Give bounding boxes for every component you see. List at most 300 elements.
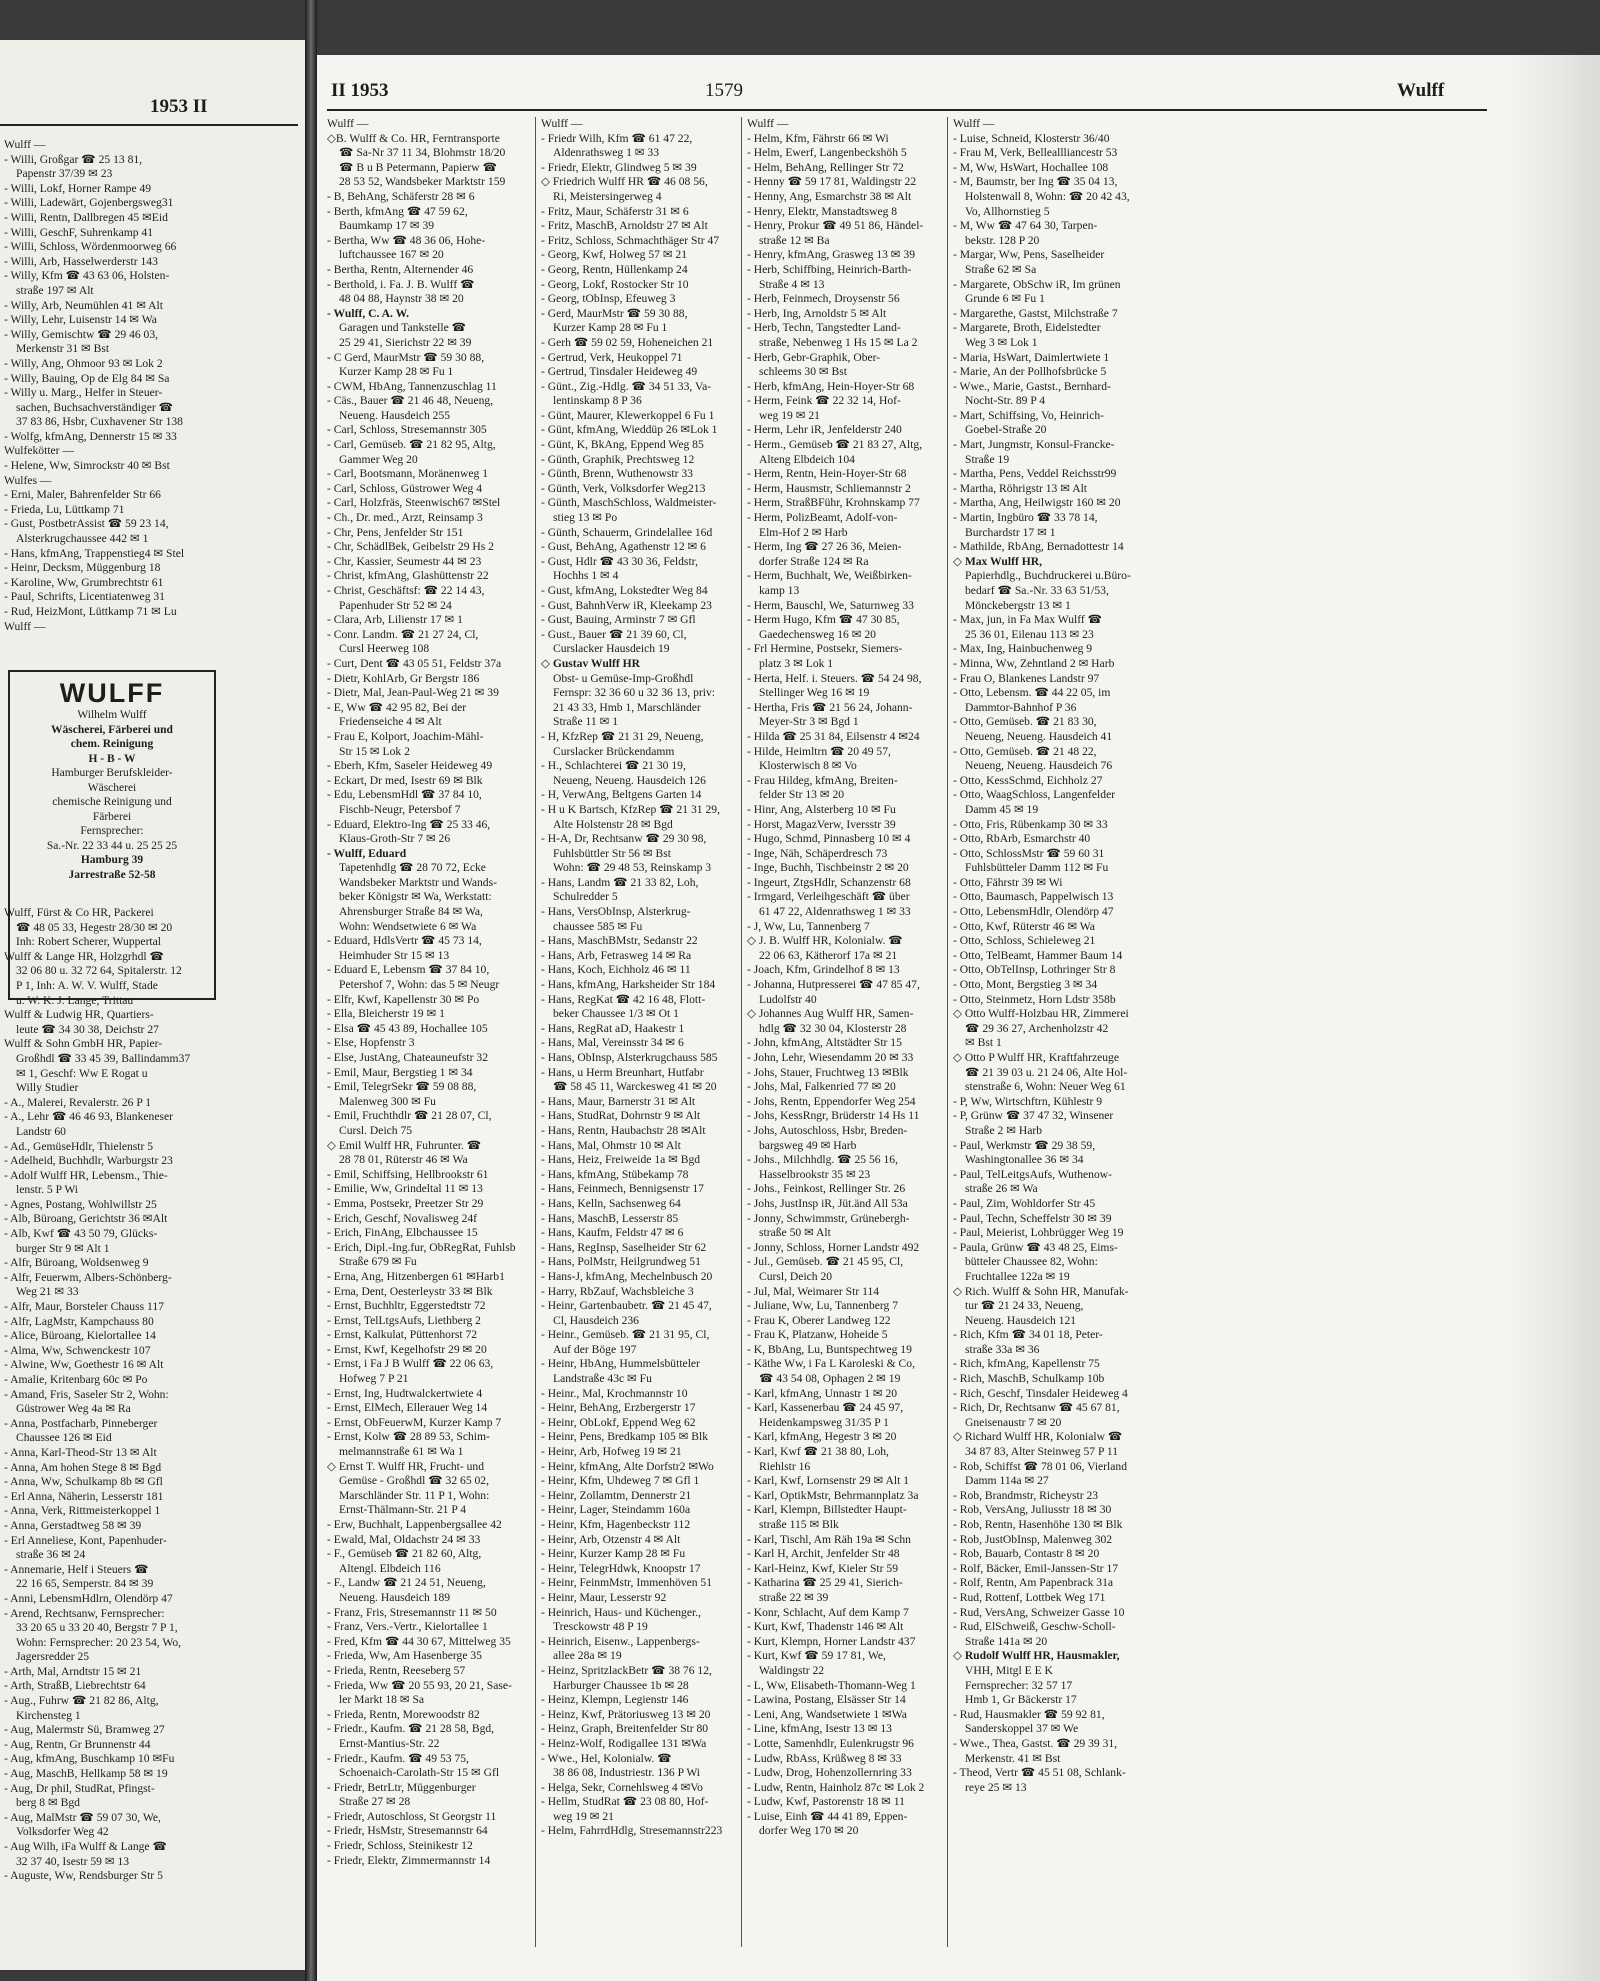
directory-entry: 25 36 01, Eilenau 113 ✉ 23: [965, 627, 1094, 641]
column-divider: [741, 117, 742, 1947]
directory-entry: - Adolf Wulff HR, Lebensm., Thie-: [4, 1168, 168, 1182]
directory-entry: - Erl Anna, Näherin, Lesserstr 181: [4, 1489, 164, 1503]
directory-entry: - Helene, Ww, Simrockstr 40 ✉ Bst: [4, 459, 170, 473]
directory-entry: - Paula, Grünw ☎ 43 48 25, Eims-: [953, 1240, 1118, 1254]
directory-entry: - Johanna, Hutpresserei ☎ 47 85 47,: [747, 978, 920, 992]
directory-entry: 32 37 40, Isestr 59 ✉ 13: [16, 1854, 130, 1868]
directory-entry: Merkenstr. 41 ✉ Bst: [965, 1751, 1061, 1765]
directory-entry: - Heinz-Wolf, Rodigallee 131 ✉Wa: [541, 1736, 707, 1750]
directory-entry: Hmb 1, Gr Bäckerstr 17: [965, 1693, 1077, 1707]
directory-entry: Wulff & Sohn GmbH HR, Papier-: [4, 1037, 163, 1051]
directory-entry: - Alfr, Feuerwm, Albers-Schönberg-: [4, 1270, 172, 1284]
directory-entry: ◇ Rudolf Wulff HR, Hausmakler,: [953, 1649, 1120, 1663]
directory-entry: - Eckart, Dr med, Isestr 69 ✉ Blk: [327, 773, 483, 787]
directory-entry: - Emil, TelegrSekr ☎ 59 08 88,: [327, 1080, 477, 1094]
directory-entry: - Anna, Postfacharb, Pinneberger: [4, 1416, 158, 1430]
directory-entry: - Mathilde, RbAng, Bernadottestr 14: [953, 540, 1124, 554]
right-page-header-left: II 1953: [331, 80, 389, 101]
directory-entry: - Eduard, Elektro-Ing ☎ 25 33 46,: [327, 817, 491, 831]
directory-entry: Alsterkrugchaussee 442 ✉ 1: [16, 532, 149, 546]
directory-entry: Hochhs 1 ✉ 4: [553, 569, 619, 583]
directory-entry: - Alb, Büroang, Gerichtstr 36 ✉Alt: [4, 1212, 168, 1226]
directory-entry: Dammtor-Bahnhof P 36: [965, 700, 1077, 714]
directory-entry: - Bertha, Ww ☎ 48 36 06, Hohe-: [327, 233, 486, 247]
directory-entry: - Heinr, Pens, Bredkamp 105 ✉ Blk: [541, 1430, 709, 1444]
directory-entry: bekstr. 128 P 20: [965, 233, 1040, 247]
directory-entry: - Hans, u Herm Breunhart, Hutfabr: [541, 1065, 704, 1079]
directory-entry: - Elfr, Kwf, Kapellenstr 30 ✉ Po: [327, 992, 480, 1006]
directory-entry: - Theod, Vertr ☎ 45 51 08, Schlank-: [953, 1766, 1126, 1780]
directory-entry: - Max, Ing, Hainbuchenweg 9: [953, 642, 1093, 656]
directory-entry: - Hans, Rentn, Haubachstr 28 ✉Alt: [541, 1123, 706, 1137]
directory-entry: - Johs, Stauer, Fruchtweg 13 ✉Blk: [747, 1065, 909, 1079]
directory-entry: - Karl, kfmAng, Hegestr 3 ✉ 20: [747, 1430, 897, 1444]
directory-entry: u. W. K. J. Lange, Trittau: [16, 993, 134, 1007]
directory-entry: - Emil, Maur, Bergstieg 1 ✉ 34: [327, 1065, 473, 1079]
directory-entry: - F., Gemüseb ☎ 21 82 60, Altg,: [327, 1547, 482, 1561]
directory-entry: - Frau K, Platzanw, Hoheide 5: [747, 1328, 888, 1342]
ad-street: Jarrestraße 52-58: [68, 868, 156, 881]
directory-entry: - Ernst, Kwf, Kegelhofstr 29 ✉ 20: [327, 1342, 487, 1356]
directory-entry: Klosterwisch 8 ✉ Vo: [759, 759, 857, 773]
directory-entry: - Margarethe, Gastst, Milchstraße 7: [953, 306, 1118, 320]
directory-entry: - Rob, JustObInsp, Malenweg 302: [953, 1532, 1113, 1546]
directory-entry: - Else, Hopfenstr 3: [327, 1036, 415, 1050]
directory-entry: - Inge, Buchh, Tischbeinstr 2 ✉ 20: [747, 861, 909, 875]
directory-entry: P 1, Inh: A. W. V. Wulff, Stade: [16, 978, 158, 992]
directory-entry: - Günth, Graphik, Prechtsweg 12: [541, 452, 695, 466]
directory-entry: ◇B. Wulff & Co. HR, Ferntransporte: [327, 131, 500, 145]
directory-entry: Wulff, Fürst & Co HR, Packerei: [4, 906, 154, 919]
directory-entry: - Otto, LebensmHdlr, Olendörp 47: [953, 905, 1114, 919]
directory-entry: - Otto, Gemüseb. ☎ 21 48 22,: [953, 744, 1097, 758]
page-number: 1579: [705, 80, 743, 101]
directory-entry: - A., Lehr ☎ 46 46 93, Blankeneser: [4, 1110, 173, 1124]
directory-entry: - Gust, kfmAng, Lokstedter Weg 84: [541, 584, 708, 597]
directory-entry: Wohn: Wendsetwiete 6 ✉ Wa: [339, 919, 477, 933]
directory-entry: - Heinr, HbAng, Hummelsbütteler: [541, 1357, 700, 1371]
directory-entry: - Ernst, ObFeuerwM, Kurzer Kamp 7: [327, 1415, 502, 1429]
directory-entry: - Hans, RegInsp, Saselheider Str 62: [541, 1240, 707, 1254]
left-column-lower: [4, 906, 300, 1884]
directory-entry: Willy Studier: [16, 1081, 79, 1095]
directory-entry: - Martha, Pens, Veddel Reichsstr99: [953, 467, 1117, 481]
directory-entry: 22 16 65, Semperstr. 84 ✉ 39: [16, 1577, 154, 1591]
directory-entry: ☎ 21 39 03 u. 21 24 06, Alte Hol-: [965, 1065, 1128, 1079]
directory-entry: - Johs, Autoschloss, Hsbr, Breden-: [747, 1123, 908, 1137]
directory-entry: - Helm, BehAng, Rellinger Str 72: [747, 160, 904, 174]
directory-entry: ◇ Rich. Wulff & Sohn HR, Manufak-: [953, 1284, 1129, 1298]
directory-entry: ☎ B u B Petermann, Papierw ☎: [339, 160, 498, 174]
directory-entry: Heidenkampsweg 31/35 P 1: [759, 1415, 889, 1429]
column-3: [747, 117, 945, 1839]
directory-entry: - Konr, Schlacht, Auf dem Kamp 7: [747, 1605, 909, 1619]
directory-entry: - Erich, Geschf, Novalisweg 24f: [327, 1211, 478, 1225]
directory-entry: - Herb, Techn, Tangstedter Land-: [747, 321, 901, 335]
directory-entry: - Jonny, Schloss, Horner Landstr 492: [747, 1240, 920, 1254]
directory-entry: leute ☎ 34 30 38, Deichstr 27: [16, 1022, 159, 1036]
directory-entry: - Otto, Fris, Rübenkamp 30 ✉ 33: [953, 817, 1108, 831]
directory-entry: - Chr, SchädlBek, Geibelstr 29 Hs 2: [327, 540, 494, 554]
directory-entry: - Otto, WaagSchloss, Langenfelder: [953, 788, 1116, 802]
directory-entry: - Dietr, KohlArb, Gr Bergstr 186: [327, 671, 480, 685]
directory-entry: - Karl, Klempn, Billstedter Haupt-: [747, 1503, 907, 1517]
directory-entry: Stellinger Weg 16 ✉ 19: [759, 686, 870, 700]
directory-entry: - Frau K, Oberer Landweg 122: [747, 1313, 891, 1327]
directory-entry: - Chr, Pens, Jenfelder Str 151: [327, 525, 464, 539]
directory-entry: Neueng, Neueng. Hausdeich 126: [553, 773, 706, 787]
directory-entry: Marschländer Str. 11 P 1, Wohn:: [339, 1488, 490, 1502]
directory-entry: ◇ Ernst T. Wulff HR, Frucht- und: [327, 1459, 485, 1473]
directory-entry: - Martin, Ingbüro ☎ 33 78 14,: [953, 511, 1098, 525]
directory-entry: Kurzer Kamp 28 ✉ Fu 1: [553, 321, 668, 335]
directory-entry: - Aug, MaschB, Hellkamp 58 ✉ 19: [4, 1767, 168, 1781]
column-1: [327, 117, 533, 1868]
directory-entry: Hofweg 7 P 21: [339, 1372, 409, 1386]
directory-entry: - C Gerd, MaurMstr ☎ 59 30 88,: [327, 350, 485, 364]
directory-entry: - Wwe., Hel, Kolonialw. ☎: [541, 1751, 672, 1765]
directory-entry: - Lawina, Postang, Elsässer Str 14: [747, 1693, 906, 1707]
directory-entry: ✉ 1, Geschf: Ww E Rogat u: [16, 1066, 148, 1080]
directory-entry: - Karoline, Ww, Grumbrechtstr 61: [4, 575, 164, 589]
ad-line5: Wäscherei: [87, 781, 137, 794]
directory-entry: - H, KfzRep ☎ 21 31 29, Neueng,: [541, 729, 704, 743]
directory-entry: - Heinr., Gemüseb. ☎ 21 31 95, Cl,: [541, 1328, 710, 1342]
directory-entry: - Ingeurt, ZtgsHdlr, Schanzenstr 68: [747, 875, 911, 889]
directory-entry: - Rud, Rottenf, Lottbek Weg 171: [953, 1590, 1106, 1604]
directory-entry: platz 3 ✉ Lok 1: [759, 656, 834, 670]
directory-entry: Neueng. Hausdeich 121: [965, 1313, 1077, 1327]
directory-entry: reye 25 ✉ 13: [965, 1780, 1027, 1794]
directory-entry: Burchardstr 17 ✉ 1: [965, 525, 1056, 539]
directory-entry: Schulredder 5: [553, 890, 618, 904]
directory-entry: - Horst, MagazVerw, Iversstr 39: [747, 817, 896, 831]
directory-entry: - Rud, Hausmakler ☎ 59 92 81,: [953, 1707, 1105, 1721]
directory-entry: - Hilde, Heimltrn ☎ 20 49 57,: [747, 744, 891, 758]
directory-entry: sachen, Buchsachverständiger ☎: [16, 400, 174, 414]
directory-entry: - Herm, Ing ☎ 27 26 36, Meien-: [747, 540, 902, 554]
directory-entry: Harburger Chaussee 1b ✉ 28: [553, 1678, 689, 1692]
directory-entry: - Henny, Ang, Esmarchstr 38 ✉ Alt: [747, 189, 912, 203]
directory-entry: - Frieda, Lu, Lüttkamp 71: [4, 502, 125, 516]
directory-entry: Alteng Elbdeich 104: [759, 452, 855, 466]
directory-entry: Wulff —: [4, 138, 46, 151]
directory-entry: - Paul, Werkmstr ☎ 29 38 59,: [953, 1138, 1096, 1152]
ad-line4: Hamburger Berufskleider-: [51, 767, 173, 779]
directory-entry: - Gerd, MaurMstr ☎ 59 30 88,: [541, 306, 688, 320]
directory-entry: - M, Ww, HsWart, Hochallee 108: [953, 160, 1109, 174]
directory-entry: - Hertha, Fris ☎ 21 56 24, Johann-: [747, 700, 913, 714]
directory-entry: straße, Nebenweg 1 Hs 15 ✉ La 2: [759, 335, 918, 349]
column-divider: [947, 117, 948, 1947]
directory-entry: - Gertrud, Tinsdaler Heideweg 49: [541, 365, 698, 379]
directory-entry: - Frieda, Ww ☎ 20 55 93, 20 21, Sase-: [327, 1678, 512, 1692]
directory-entry: - H, VerwAng, Beltgens Garten 14: [541, 788, 702, 802]
directory-entry: - Hans, Maur, Barnerstr 31 ✉ Alt: [541, 1094, 696, 1108]
directory-entry: - Jonny, Schwimmstr, Grünebergh-: [747, 1211, 910, 1225]
directory-entry: - Christ, Geschäftsf: ☎ 22 14 43,: [327, 584, 485, 597]
directory-entry: - Emilie, Ww, Grindeltal 11 ✉ 13: [327, 1182, 483, 1196]
directory-entry: - Frau Hildeg, kfmAng, Breiten-: [747, 773, 898, 787]
directory-entry: Sanderskoppel 37 ✉ We: [965, 1722, 1079, 1736]
directory-entry: straße 115 ✉ Blk: [759, 1518, 839, 1531]
directory-entry: - Herb, kfmAng, Hein-Hoyer-Str 68: [747, 379, 915, 393]
directory-entry: luftchaussee 167 ✉ 20: [339, 248, 444, 262]
directory-entry: Ri, Meistersingerweg 4: [553, 189, 662, 203]
directory-entry: - Ella, Bleicherstr 19 ✉ 1: [327, 1007, 445, 1021]
directory-entry: - Ernst, Ing, Hudtwalckertwiete 4: [327, 1386, 483, 1400]
directory-entry: - Aug, kfmAng, Buschkamp 10 ✉Fu: [4, 1752, 175, 1766]
directory-entry: - Otto, Steinmetz, Horn Ldstr 358b: [953, 992, 1116, 1006]
directory-entry: - Otto, Kwf, Rüterstr 46 ✉ Wa: [953, 919, 1095, 933]
directory-entry: - Georg, tObInsp, Efeuweg 3: [541, 292, 676, 306]
directory-entry: - Alwine, Ww, Goethestr 16 ✉ Alt: [4, 1358, 164, 1372]
directory-entry: - Herm, Bauschl, We, Saturnweg 33: [747, 598, 914, 612]
directory-entry: Neueng, Neueng. Hausdeich 41: [965, 729, 1113, 743]
directory-entry: Garagen und Tankstelle ☎: [339, 321, 467, 335]
directory-entry: - Johs., Milchhdlg. ☎ 25 56 16,: [747, 1153, 898, 1167]
directory-entry: ☎ 48 05 33, Hegestr 28/30 ✉ 20: [16, 920, 173, 934]
directory-entry: straße 22 ✉ 39: [759, 1590, 829, 1604]
directory-entry: chaussee 585 ✉ Fu: [553, 919, 643, 933]
directory-entry: - Hans, kfmAng, Harksheider Str 184: [541, 978, 716, 992]
directory-entry: - Hans, MaschBMstr, Sedanstr 22: [541, 934, 698, 948]
directory-entry: - Paul, Meierist, Lohbrügger Weg 19: [953, 1226, 1124, 1240]
directory-entry: - Paul, Zim, Wohldorfer Str 45: [953, 1196, 1096, 1210]
directory-entry: 28 53 52, Wandsbeker Marktstr 159: [339, 175, 506, 189]
directory-entry: - L, Ww, Elisabeth-Thomann-Weg 1: [747, 1678, 916, 1692]
directory-entry: straße 12 ✉ Ba: [759, 233, 830, 247]
directory-entry: - Hugo, Schmd, Pinnasberg 10 ✉ 4: [747, 832, 911, 846]
directory-entry: - Johs., Feinkost, Rellinger Str. 26: [747, 1182, 906, 1196]
directory-entry: - P, Ww, Wirtschftrn, Kühlestr 9: [953, 1094, 1103, 1108]
directory-entry: burger Str 9 ✉ Alt 1: [16, 1241, 110, 1255]
directory-entry: Tresckowstr 48 P 19: [553, 1620, 648, 1634]
ad-line3: H - B - W: [88, 752, 136, 765]
directory-entry: - Aug, Malermstr Sü, Bramweg 27: [4, 1723, 165, 1737]
directory-entry: dorfer Straße 124 ✉ Ra: [759, 554, 869, 568]
directory-entry: - Martha, Ang, Heilwigstr 160 ✉ 20: [953, 496, 1121, 510]
directory-entry: - Paul, Schrifts, Licentiatenweg 31: [4, 590, 165, 604]
directory-entry: - Friedr, HsMstr, Stresemannstr 64: [327, 1824, 488, 1838]
directory-entry: Papenhuder Str 52 ✉ 24: [339, 598, 452, 612]
directory-entry: lenstr. 5 P Wi: [16, 1183, 79, 1197]
directory-entry: Merkenstr 31 ✉ Bst: [16, 342, 110, 356]
directory-entry: - Heinr, Gartenbaubetr. ☎ 21 45 47,: [541, 1299, 712, 1313]
directory-entry: - Franz, Fris, Stresemannstr 11 ✉ 50: [327, 1605, 497, 1619]
directory-entry: Wulff —: [747, 117, 789, 130]
directory-entry: - Carl, Gemüseb. ☎ 21 82 95, Altg,: [327, 438, 496, 452]
directory-entry: 33 20 65 u 33 20 40, Bergstr 7 P 1,: [16, 1621, 178, 1635]
directory-entry: Weg 3 ✉ Lok 1: [965, 335, 1038, 349]
directory-entry: Weg 21 ✉ 33: [16, 1285, 79, 1299]
directory-entry: - Alice, Büroang, Kielortallee 14: [4, 1329, 156, 1343]
directory-entry: - Hans, Heiz, Freiweide 1a ✉ Bgd: [541, 1153, 701, 1167]
directory-entry: Altengl. Elbdeich 116: [339, 1561, 441, 1575]
directory-entry: Straße 27 ✉ 28: [339, 1795, 411, 1809]
directory-entry: - Friedr., Kaufm. ☎ 21 28 58, Bgd,: [327, 1722, 495, 1736]
directory-entry: hdlg ☎ 32 30 04, Klosterstr 28: [759, 1021, 907, 1035]
directory-entry: - Aug, Dr phil, StudRat, Pfingst-: [4, 1781, 155, 1795]
directory-entry: Curslacker Hausdeich 19: [553, 642, 670, 656]
directory-entry: - Henry, Prokur ☎ 49 51 86, Händel-: [747, 219, 924, 233]
directory-entry: Ernst-Mantius-Str. 22: [339, 1736, 440, 1750]
directory-entry: - Willi, Arb, Hasselwerderstr 143: [4, 254, 158, 268]
directory-entry: - Hans, ObInsp, Alsterkrugchauss 585: [541, 1051, 718, 1064]
directory-entry: - Willi, Rentn, Dallbregen 45 ✉Eid: [4, 210, 168, 224]
directory-entry: - Erich, FinAng, Elbchaussee 15: [327, 1226, 478, 1240]
directory-entry: - Gerh ☎ 59 02 59, Hoheneichen 21: [541, 335, 714, 349]
directory-entry: schleems 30 ✉ Bst: [759, 365, 847, 379]
directory-entry: bargsweg 49 ✉ Harb: [759, 1138, 857, 1152]
directory-entry: - Anna, Ww, Schulkamp 8b ✉ Gfl: [4, 1475, 163, 1489]
directory-entry: - A., Malerei, Revalerstr. 26 P 1: [4, 1095, 152, 1109]
directory-entry: 22 06 63, Kätherorf 17a ✉ 21: [759, 948, 898, 962]
directory-entry: - Willi, Lokf, Horner Rampe 49: [4, 181, 152, 195]
directory-entry: - Herb, Gebr-Graphik, Ober-: [747, 350, 881, 364]
directory-entry: - Johs, JustInsp iR, Jüt.änd All 53a: [747, 1196, 908, 1210]
directory-entry: felder Str 13 ✉ 20: [759, 788, 845, 802]
directory-entry: - M, Baumstr, ber Ing ☎ 35 04 13,: [953, 175, 1118, 189]
directory-entry: straße 197 ✉ Alt: [16, 283, 94, 297]
directory-entry: - Line, kfmAng, Isestr 13 ✉ 13: [747, 1722, 892, 1736]
directory-entry: - Kurt, Kwf ☎ 59 17 81, We,: [747, 1649, 886, 1663]
directory-entry: - Clara, Arb, Lilienstr 17 ✉ 1: [327, 613, 463, 627]
directory-entry: - Hans, RegRat aD, Haakestr 1: [541, 1021, 685, 1035]
directory-entry: - Wulff, Eduard: [327, 846, 407, 860]
book-gutter: [305, 0, 317, 1981]
directory-entry: - Herm, Buchhalt, We, Weißbirken-: [747, 569, 912, 583]
directory-entry: - Dietr, Mal, Jean-Paul-Weg 21 ✉ 39: [327, 686, 499, 700]
directory-entry: Aldenrathsweg 1 ✉ 33: [553, 146, 659, 160]
directory-entry: 48 04 88, Haynstr 38 ✉ 20: [339, 292, 464, 306]
directory-entry: ☎ 29 36 27, Archenholzstr 42: [965, 1021, 1109, 1035]
directory-entry: - Günth, Brenn, Wuthenowstr 33: [541, 467, 693, 481]
directory-entry: - Gust, Bauing, Arminstr 7 ✉ Gfl: [541, 613, 696, 627]
directory-entry: - Carl, Schloss, Güstrower Weg 4: [327, 481, 483, 495]
directory-entry: - Günt, K, BkAng, Eppend Weg 85: [541, 438, 704, 452]
directory-entry: - Frl Hermine, Postsekr, Siemers-: [747, 642, 903, 656]
directory-entry: 32 06 80 u. 32 72 64, Spitalerstr. 12: [16, 964, 182, 978]
directory-entry: - Luise, Schneid, Klosterstr 36/40: [953, 131, 1110, 145]
directory-entry: - Heinr, Arb, Otzenstr 4 ✉ Alt: [541, 1532, 681, 1546]
directory-entry: - K, BbAng, Lu, Buntspechtweg 19: [747, 1342, 912, 1356]
ad-brand: WULFF: [59, 678, 165, 708]
directory-entry: - Rob, Schiffst ☎ 78 01 06, Vierland: [953, 1459, 1128, 1473]
directory-entry: - Erl Anneliese, Kont, Papenhuder-: [4, 1533, 167, 1547]
directory-entry: 61 47 22, Aldenrathsweg 1 ✉ 33: [759, 905, 911, 919]
directory-entry: - Ad., GemüseHdlr, Thielenstr 5: [4, 1139, 154, 1153]
directory-entry: Friedenseiche 4 ✉ Alt: [339, 715, 442, 729]
directory-entry: Fernspr: 32 36 60 u 32 36 13, priv:: [553, 686, 715, 700]
directory-entry: - Frau O, Blankenes Landstr 97: [953, 671, 1100, 685]
directory-entry: - Alb, Kwf ☎ 43 50 79, Glücks-: [4, 1227, 158, 1241]
directory-entry: - Margarete, ObSchw iR, Im grünen: [953, 277, 1121, 291]
directory-entry: - Frau E, Kolport, Joachim-Mähl-: [327, 729, 484, 743]
directory-entry: Meyer-Str 3 ✉ Bgd 1: [759, 715, 859, 729]
directory-entry: - Christ, kfmAng, Glashüttenstr 22: [327, 569, 489, 583]
directory-entry: - H-A, Dr, Rechtsanw ☎ 29 30 98,: [541, 832, 707, 846]
column-2: [541, 117, 739, 1839]
directory-entry: Wulff —: [541, 117, 583, 130]
directory-entry: - Kurt, Klempn, Horner Landstr 437: [747, 1634, 916, 1648]
directory-entry: - Ernst, i Fa J B Wulff ☎ 22 06 63,: [327, 1357, 494, 1371]
directory-entry: - Heinz, SpritzlackBetr ☎ 38 76 12,: [541, 1663, 712, 1677]
directory-entry: - Günth, Schauerm, Grindelallee 16d: [541, 525, 713, 539]
directory-entry: - Karl-Heinz, Kwf, Kieler Str 59: [747, 1561, 898, 1575]
directory-entry: Alte Holstenstr 28 ✉ Bgd: [553, 817, 673, 831]
directory-entry: Grunde 6 ✉ Fu 1: [965, 292, 1045, 306]
directory-entry: lentinskamp 8 P 36: [553, 394, 642, 408]
directory-entry: - Conr. Landm. ☎ 21 27 24, Cl,: [327, 627, 479, 641]
directory-entry: Cursl Heerweg 108: [339, 642, 430, 656]
directory-entry: - Carl, Bootsmann, Moränenweg 1: [327, 467, 488, 481]
directory-entry: - Karl, Kwf, Lornsenstr 29 ✉ Alt 1: [747, 1474, 910, 1488]
ad-phone-label: Fernsprecher:: [80, 825, 144, 837]
directory-entry: - Karl, Tischl, Am Räh 19a ✉ Schn: [747, 1532, 911, 1546]
page-shade: [1510, 55, 1600, 1981]
directory-entry: - Heinr, BehAng, Erzbergerstr 17: [541, 1401, 696, 1415]
directory-entry: Wulff & Lange HR, Holzgrhdl ☎: [4, 949, 164, 963]
directory-entry: Cursl, Deich 20: [759, 1269, 833, 1283]
directory-entry: - Henry, kfmAng, Grasweg 13 ✉ 39: [747, 248, 916, 262]
directory-entry: - Hans, Mal, Ohmstr 10 ✉ Alt: [541, 1138, 681, 1152]
directory-entry: - Carl, Holzfräs, Steenwisch67 ✉Stel: [327, 496, 501, 510]
directory-entry: Straße 679 ✉ Fu: [339, 1255, 417, 1269]
directory-entry: - Otto, Lebensm. ☎ 44 22 05, im: [953, 686, 1111, 700]
directory-entry: - Ernst, TelLtgsAufs, Liethberg 2: [327, 1313, 481, 1327]
directory-entry: - Hans, VersObInsp, Alsterkrug-: [541, 905, 691, 919]
directory-entry: - Ernst, Kolw ☎ 28 89 53, Schim-: [327, 1430, 490, 1444]
directory-entry: - Herb, Feinmech, Droysenstr 56: [747, 292, 900, 306]
directory-entry: straße 50 ✉ Alt: [759, 1226, 831, 1240]
directory-entry: Großhdl ☎ 33 45 39, Ballindamm37: [16, 1051, 191, 1065]
directory-entry: - Kurt, Kwf, Thadenstr 146 ✉ Alt: [747, 1620, 904, 1634]
directory-entry: ◇ Otto P Wulff HR, Kraftfahrzeuge: [953, 1051, 1119, 1064]
directory-entry: - Ludw, Kwf, Pastorenstr 18 ✉ 11: [747, 1795, 905, 1809]
directory-entry: - Alfr, LagMstr, Kampchauss 80: [4, 1314, 154, 1328]
directory-entry: 37 83 86, Hsbr, Cuxhavener Str 138: [16, 415, 183, 429]
directory-entry: VHH, Mitgl E E K: [965, 1663, 1053, 1677]
directory-entry: - Rob, Bauarb, Contastr 8 ✉ 20: [953, 1547, 1100, 1561]
directory-entry: Str 15 ✉ Lok 2: [339, 744, 410, 758]
directory-entry: 21 43 33, Hmb 1, Marschländer: [553, 700, 701, 714]
directory-entry: - E, Ww ☎ 42 95 82, Bei der: [327, 700, 467, 714]
directory-entry: Volksdorfer Weg 42: [16, 1825, 109, 1839]
header-rule-right: [327, 109, 1487, 111]
directory-entry: Landstr 60: [16, 1124, 66, 1138]
directory-entry: Wulff —: [4, 619, 46, 633]
directory-entry: - Georg, Lokf, Rostocker Str 10: [541, 277, 689, 291]
directory-entry: - Heinr, kfmAng, Alte Dorfstr2 ✉Wo: [541, 1459, 714, 1473]
directory-entry: - Hans, StudRat, Dohrnstr 9 ✉ Alt: [541, 1109, 701, 1123]
directory-entry: - Hans, Arb, Fetrasweg 14 ✉ Ra: [541, 948, 692, 962]
directory-entry: - Otto, SchlossMstr ☎ 59 60 31: [953, 846, 1105, 860]
directory-entry: Curslacker Brückendamm: [553, 744, 675, 758]
directory-entry: - Cäs., Bauer ☎ 21 46 48, Neueng,: [327, 394, 494, 408]
directory-entry: - Jul., Gemüseb. ☎ 21 45 95, Cl,: [747, 1255, 904, 1269]
directory-entry: - Edu, LebensmHdl ☎ 37 84 10,: [327, 788, 482, 802]
directory-entry: - Anna, Gerstadtweg 58 ✉ 39: [4, 1518, 142, 1532]
directory-entry: - Otto, ObTelInsp, Lothringer Str 8: [953, 963, 1116, 977]
directory-entry: Wulfekötter —: [4, 444, 75, 458]
directory-entry: - Anni, LebensmHdlrn, Olendörp 47: [4, 1591, 173, 1605]
directory-entry: - Hans, Kelln, Sachsenweg 64: [541, 1196, 681, 1210]
directory-entry: - Rob, Brandmstr, Richeystr 23: [953, 1488, 1099, 1502]
directory-entry: - Ernst, Kalkulat, Püttenhorst 72: [327, 1328, 478, 1342]
directory-entry: Heimhuder Str 15 ✉ 13: [339, 948, 450, 962]
directory-entry: Mönckebergstr 13 ✉ 1: [965, 598, 1071, 612]
